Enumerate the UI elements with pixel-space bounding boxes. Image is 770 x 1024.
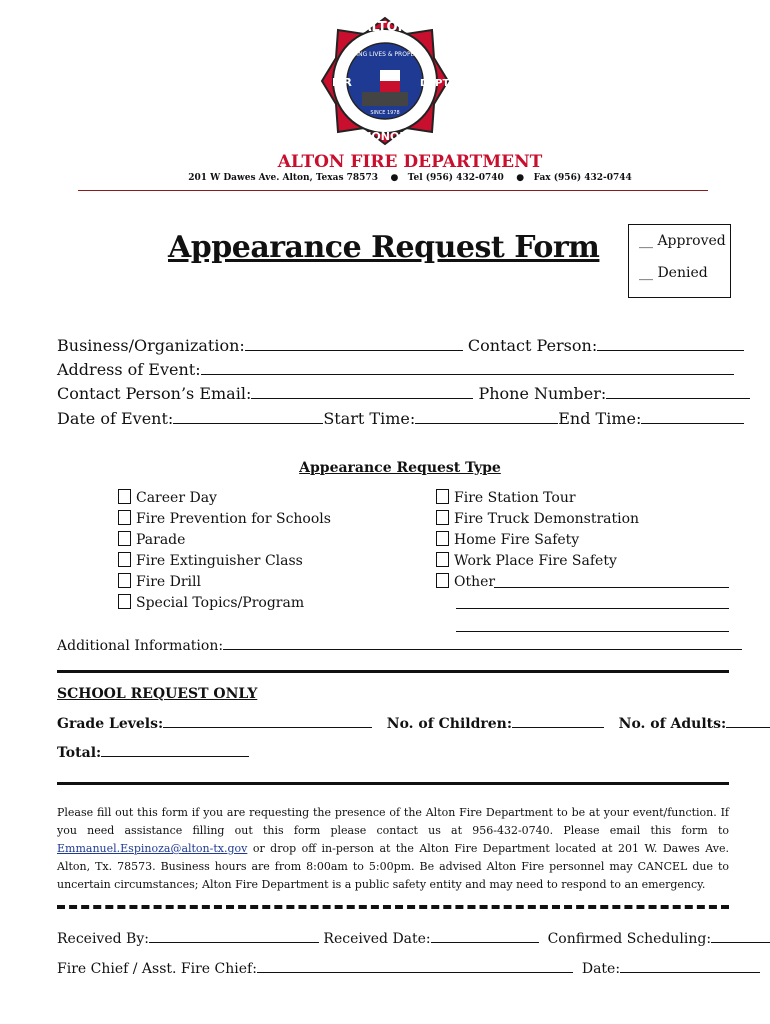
type-option-label: Home Fire Safety	[454, 532, 580, 548]
type-option[interactable]	[118, 530, 185, 550]
bullet-icon: ●	[516, 173, 525, 183]
type-option[interactable]	[118, 488, 217, 508]
logo-bottom-text: HONOR	[362, 130, 408, 143]
chief-field[interactable]	[257, 958, 573, 973]
address-field[interactable]	[201, 360, 734, 375]
checkbox-icon[interactable]	[436, 552, 449, 567]
school-heading: SCHOOL REQUEST ONLY	[57, 686, 258, 702]
start-field[interactable]	[415, 409, 558, 424]
header-divider	[78, 190, 708, 191]
dashed-divider	[57, 905, 729, 909]
checkbox-icon[interactable]	[436, 510, 449, 525]
type-option[interactable]	[436, 530, 579, 550]
type-option[interactable]	[118, 509, 331, 529]
notice-text-1: Please fill out this form if you are requesting the presence of the Alton Fire Department to be at your event/function. If you need assistance filling out this form please contact us at 956-432-0740. Please email this form to	[57, 806, 729, 837]
address-text: 201 W Dawes Ave. Alton, Texas 78573	[188, 173, 378, 183]
received-by-field[interactable]	[149, 928, 319, 943]
phone-field[interactable]	[606, 384, 750, 399]
denied-option[interactable]: __ Denied	[639, 265, 708, 281]
grade-label: Grade Levels:	[57, 716, 164, 732]
checkbox-icon[interactable]	[436, 573, 449, 588]
row-additional	[57, 635, 742, 656]
address-label: Address of Event:	[57, 360, 201, 379]
type-option[interactable]	[118, 572, 201, 592]
tel-text: Tel (956) 432-0740	[407, 173, 504, 183]
received-by-label: Received By:	[57, 931, 149, 947]
grade-field[interactable]	[163, 713, 372, 728]
business-label: Business/Organization:	[57, 336, 245, 355]
department-name: ALTON FIRE DEPARTMENT	[277, 152, 543, 172]
notice-text-2: or drop off in-person at the Alton Fire Department located at 201 W. Dawes Ave. Alton, Tx. 78573. Business hours are from 8:00am to 5:00pm. Be advised Alton Fire personnel may CANCEL due to uncertain circumstances; Alton Fire Department is a public safety entity and may need to respond to an emergency.	[57, 842, 729, 891]
type-option-label: Fire Prevention for Schools	[136, 511, 331, 527]
additional-label: Additional Information:	[57, 638, 224, 654]
logo-right-text: DEPT	[420, 78, 450, 89]
contact-email-link[interactable]: Emmanuel.Espinoza@alton-tx.gov	[57, 842, 248, 855]
other-line-3[interactable]	[456, 631, 729, 632]
department-contact	[0, 173, 770, 183]
logo-left-text: F R	[332, 76, 352, 89]
type-option[interactable]	[436, 572, 495, 592]
other-line-2[interactable]	[456, 608, 729, 609]
type-option-label: Fire Station Tour	[454, 490, 576, 506]
type-option[interactable]	[436, 551, 617, 571]
email-label: Contact Person’s Email:	[57, 384, 252, 403]
checkbox-icon[interactable]	[436, 531, 449, 546]
type-heading: Appearance Request Type	[299, 460, 501, 476]
email-field[interactable]	[251, 384, 473, 399]
type-option-label: Special Topics/Program	[136, 595, 305, 611]
row-received	[57, 928, 770, 949]
type-option-label: Fire Truck Demonstration	[454, 511, 640, 527]
type-option-label: Parade	[136, 532, 186, 548]
status-box	[628, 224, 731, 298]
contact-person-field[interactable]	[597, 336, 744, 351]
adults-label: No. of Adults:	[618, 716, 727, 732]
type-option-label: Work Place Fire Safety	[454, 553, 617, 569]
logo-top-text: ALTON	[361, 20, 409, 35]
row-date	[57, 409, 744, 429]
type-option-label: Other	[454, 574, 496, 590]
type-option[interactable]	[436, 488, 576, 508]
received-date-label: Received Date:	[323, 931, 431, 947]
chief-label: Fire Chief / Asst. Fire Chief:	[57, 961, 257, 977]
business-field[interactable]	[245, 336, 463, 351]
type-option[interactable]	[118, 593, 304, 613]
phone-label: Phone Number:	[478, 384, 607, 403]
row-business	[57, 336, 744, 356]
fax-text: Fax (956) 432-0744	[533, 173, 632, 183]
other-field[interactable]	[494, 573, 729, 588]
row-total	[57, 742, 249, 763]
total-label: Total:	[57, 745, 102, 761]
checkbox-icon[interactable]	[118, 510, 131, 525]
confirmed-label: Confirmed Scheduling:	[547, 931, 712, 947]
children-field[interactable]	[512, 713, 604, 728]
adults-field[interactable]	[726, 713, 770, 728]
checkbox-icon[interactable]	[118, 552, 131, 567]
end-field[interactable]	[641, 409, 744, 424]
section-divider	[57, 670, 729, 673]
checkbox-icon[interactable]	[118, 531, 131, 546]
bullet-icon: ●	[390, 173, 399, 183]
row-chief	[57, 958, 760, 979]
approved-option[interactable]: __ Approved	[639, 233, 726, 249]
type-option-label: Career Day	[136, 490, 217, 506]
logo-ring-text: SAVING LIVES & PROPERTY	[344, 51, 426, 58]
date-field[interactable]	[173, 409, 323, 424]
form-title: Appearance Request Form	[168, 230, 600, 265]
end-label: End Time:	[558, 409, 642, 428]
type-option[interactable]	[436, 509, 639, 529]
checkbox-icon[interactable]	[118, 489, 131, 504]
type-option[interactable]	[118, 551, 303, 571]
received-date-field[interactable]	[431, 928, 539, 943]
chief-date-label: Date:	[581, 961, 621, 977]
checkbox-icon[interactable]	[118, 573, 131, 588]
row-address	[57, 360, 734, 380]
checkbox-icon[interactable]	[118, 594, 131, 609]
total-field[interactable]	[101, 742, 249, 757]
notice-paragraph	[57, 804, 729, 894]
date-label: Date of Event:	[57, 409, 174, 428]
row-school	[57, 713, 770, 734]
logo-since-text: SINCE 1978	[370, 110, 400, 116]
chief-date-field[interactable]	[620, 958, 760, 973]
department-logo	[318, 14, 452, 148]
contact-person-label: Contact Person:	[467, 336, 598, 355]
checkbox-icon[interactable]	[436, 489, 449, 504]
children-label: No. of Children:	[386, 716, 513, 732]
type-option-label: Fire Drill	[136, 574, 201, 590]
row-email	[57, 384, 750, 404]
start-label: Start Time:	[323, 409, 416, 428]
confirmed-field[interactable]	[711, 928, 770, 943]
section-divider	[57, 782, 729, 785]
type-option-label: Fire Extinguisher Class	[136, 553, 303, 569]
additional-field[interactable]	[223, 635, 742, 650]
